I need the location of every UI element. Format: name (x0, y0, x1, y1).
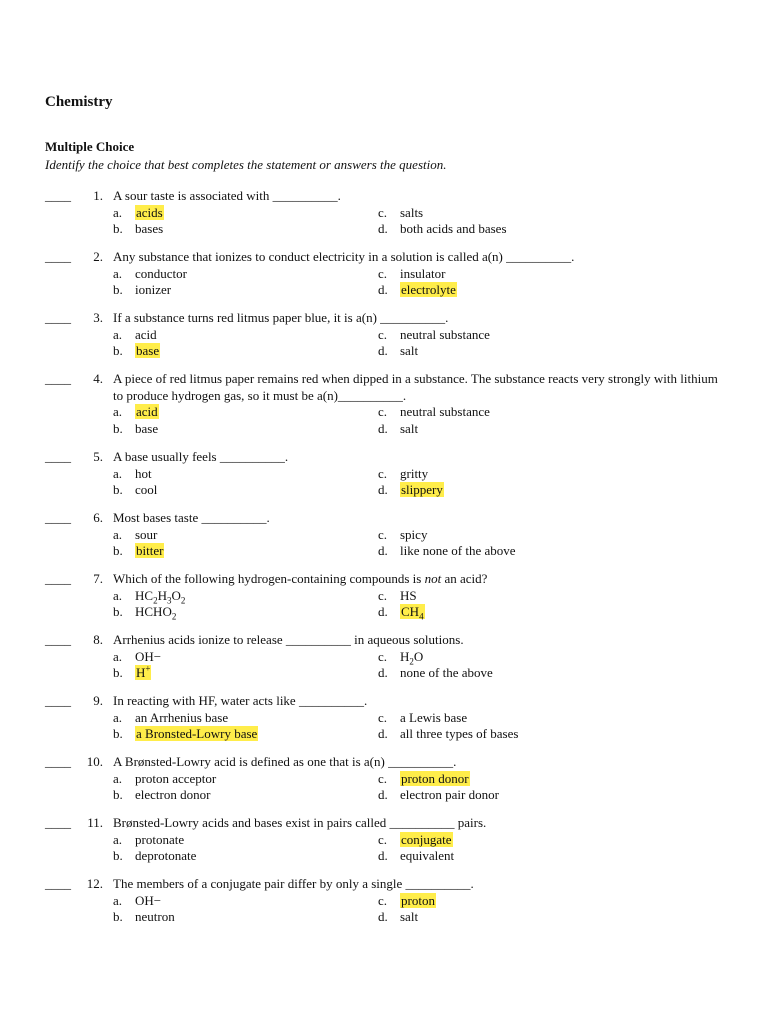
question-number: 11. (87, 815, 103, 830)
option-text: neutron (135, 909, 175, 924)
option-letter: d. (378, 665, 388, 680)
option-c (378, 832, 453, 849)
option-b (113, 909, 175, 926)
option-letter: a. (113, 831, 123, 847)
option-letter: d. (378, 726, 388, 741)
option-letter: b. (113, 282, 123, 297)
option-text: neutral substance (400, 326, 490, 342)
option-a (113, 710, 228, 727)
option-c (378, 205, 423, 222)
option-letter: c. (378, 892, 388, 908)
answer-blank: ____ (45, 815, 71, 830)
option-text: neutral substance (400, 404, 490, 419)
question-stem: Arrhenius acids ionize to release __________ in aqueous solutions. (113, 632, 464, 647)
answer-blank: ____ (45, 876, 71, 891)
option-d (378, 604, 425, 621)
option-text: sour (135, 526, 158, 542)
option-letter: d. (378, 543, 388, 558)
option-letter: d. (378, 604, 388, 619)
answer-blank: ____ (45, 571, 71, 586)
option-b (113, 665, 151, 682)
option-text: electron pair donor (400, 787, 499, 802)
option-letter: b. (113, 726, 123, 741)
highlighted-answer: electrolyte (401, 282, 456, 297)
option-a (113, 205, 164, 222)
option-text: equivalent (400, 848, 455, 863)
highlighted-answer: bitter (136, 543, 164, 558)
option-text: hot (135, 465, 152, 481)
option-letter: b. (113, 482, 123, 497)
option-text: both acids and bases (400, 221, 507, 236)
highlighted-answer: a Bronsted-Lowry base (136, 726, 258, 741)
answer-blank: ____ (45, 371, 71, 386)
option-letter: c. (378, 465, 388, 481)
option-text: insulator (400, 265, 446, 281)
option-d (378, 221, 507, 238)
option-letter: a. (113, 526, 123, 542)
question-stem: Any substance that ionizes to conduct electricity in a solution is called a(n) __________. (113, 249, 575, 264)
option-letter: c. (378, 526, 388, 542)
option-a (113, 893, 161, 910)
option-letter: d. (378, 848, 388, 863)
option-d (378, 282, 457, 299)
option-d (378, 848, 454, 865)
option-letter: a. (113, 892, 123, 908)
highlighted-answer: slippery (401, 482, 443, 497)
option-a (113, 404, 159, 421)
question-number: 9. (93, 693, 103, 708)
answer-blank: ____ (45, 249, 71, 264)
question-number: 7. (93, 571, 103, 586)
option-letter: a. (113, 404, 123, 419)
option-text: electron donor (135, 787, 211, 802)
option-b (113, 343, 160, 360)
option-d (378, 543, 516, 560)
question-number: 10. (86, 754, 103, 769)
option-text: OH− (135, 648, 162, 664)
option-c (378, 327, 490, 344)
option-letter: b. (113, 543, 123, 558)
answer-blank: ____ (45, 510, 71, 525)
question-number: 2. (93, 249, 103, 264)
option-letter: c. (378, 770, 388, 786)
section-title: Multiple Choice (45, 139, 135, 154)
option-letter: b. (113, 787, 123, 802)
option-text: HS (400, 587, 417, 603)
option-text: salt (400, 420, 419, 436)
option-b (113, 848, 196, 865)
option-c (378, 710, 467, 727)
question-stem: In reacting with HF, water acts like __________. (113, 693, 368, 708)
option-text: protonate (135, 831, 185, 847)
option-letter: d. (378, 909, 388, 924)
option-d (378, 343, 418, 360)
option-text: spicy (400, 526, 428, 542)
option-text: like none of the above (400, 543, 516, 558)
question-stem: Most bases taste __________. (113, 510, 270, 525)
option-text: gritty (400, 465, 429, 481)
option-text: all three types of bases (400, 726, 519, 741)
page-title: Chemistry (45, 94, 113, 110)
option-b (113, 282, 171, 299)
question-stem: A piece of red litmus paper remains red when dipped in a substance. The substance reacts very strongly with lithium to produce hydrogen gas, so it must be a(n)__________. (113, 371, 718, 403)
option-b (113, 543, 164, 560)
option-text: cool (135, 482, 158, 497)
answer-blank: ____ (45, 754, 71, 769)
option-letter: c. (378, 709, 388, 725)
option-a (113, 649, 161, 666)
option-a (113, 588, 185, 605)
option-a (113, 527, 157, 544)
option-b (113, 482, 157, 499)
option-letter: c. (378, 326, 388, 342)
question-stem: If a substance turns red litmus paper blue, it is a(n) __________. (113, 310, 449, 325)
option-letter: d. (378, 787, 388, 802)
question-stem: Brønsted-Lowry acids and bases exist in pairs called __________ pairs. (113, 815, 487, 830)
question-number: 3. (93, 310, 103, 325)
option-d (378, 482, 444, 499)
option-letter: c. (378, 587, 388, 603)
option-d (378, 787, 499, 804)
option-text: proton acceptor (135, 770, 217, 786)
option-c (378, 466, 428, 483)
question-number: 1. (93, 188, 103, 203)
option-c (378, 527, 427, 544)
option-text: deprotonate (135, 848, 197, 863)
option-letter: b. (113, 221, 123, 236)
option-text: $HCHO_2$ (135, 604, 177, 622)
option-text: conductor (135, 265, 187, 281)
option-text: $HC_2H_3O_2$ (135, 587, 186, 606)
option-letter: d. (378, 482, 388, 497)
option-c (378, 649, 423, 666)
question-stem: A Brønsted-Lowry acid is defined as one that is a(n) __________. (113, 754, 457, 769)
option-letter: d. (378, 221, 388, 236)
option-letter: a. (113, 204, 123, 220)
highlighted-answer: acid (136, 404, 158, 419)
highlighted-answer: acids (136, 204, 163, 220)
option-text: salt (400, 343, 419, 358)
option-letter: a. (113, 465, 123, 481)
option-letter: b. (113, 909, 123, 924)
instructions: Identify the choice that best completes the statement or answers the question. (45, 157, 447, 172)
option-text: OH− (135, 892, 162, 908)
option-b (113, 787, 210, 804)
answer-blank: ____ (45, 310, 71, 325)
option-b (113, 604, 176, 621)
question-stem: A sour taste is associated with __________. (113, 188, 341, 203)
option-letter: a. (113, 648, 123, 664)
option-letter: b. (113, 665, 123, 680)
highlighted-answer: $CH_4$ (401, 604, 424, 622)
option-c (378, 893, 436, 910)
highlighted-answer: proton donor (401, 770, 469, 786)
question-number: 8. (93, 632, 103, 647)
option-c (378, 771, 470, 788)
option-b (113, 221, 163, 238)
option-d (378, 421, 418, 438)
question-number: 5. (93, 449, 103, 464)
question-stem: A base usually feels __________. (113, 449, 289, 464)
option-letter: a. (113, 265, 123, 281)
highlighted-answer: base (136, 343, 160, 358)
option-text: salts (400, 204, 424, 220)
highlighted-answer: H+ (136, 663, 151, 680)
question-stem: Which of the following hydrogen-containing compounds is not an acid? (113, 571, 488, 586)
option-a (113, 832, 184, 849)
option-letter: a. (113, 709, 123, 725)
option-a (113, 771, 216, 788)
question-number: 6. (93, 510, 103, 525)
option-text: bases (135, 221, 164, 236)
option-letter: c. (378, 404, 388, 419)
option-letter: b. (113, 420, 123, 436)
option-letter: c. (378, 831, 388, 847)
option-letter: a. (113, 326, 123, 342)
option-c (378, 266, 446, 283)
option-d (378, 726, 518, 743)
highlighted-answer: conjugate (401, 831, 452, 847)
option-letter: b. (113, 848, 123, 863)
option-b (113, 726, 258, 743)
option-letter: a. (113, 770, 123, 786)
option-text: none of the above (400, 665, 493, 680)
option-text: salt (400, 909, 419, 924)
option-text: ionizer (135, 282, 172, 297)
option-letter: c. (378, 204, 388, 220)
option-text: $H_2O$ (400, 648, 424, 667)
option-letter: c. (378, 648, 388, 664)
highlighted-answer: proton (401, 892, 435, 908)
option-letter: d. (378, 420, 388, 436)
option-letter: d. (378, 282, 388, 297)
question-number: 12. (86, 876, 103, 891)
option-letter: c. (378, 265, 388, 281)
answer-blank: ____ (45, 449, 71, 464)
option-a (113, 466, 152, 483)
option-text: a Lewis base (400, 709, 468, 725)
answer-blank: ____ (45, 632, 71, 647)
option-letter: b. (113, 343, 123, 358)
option-letter: a. (113, 587, 123, 603)
answer-blank: ____ (45, 693, 71, 708)
option-d (378, 909, 418, 926)
option-d (378, 665, 493, 682)
option-a (113, 266, 187, 283)
answer-blank: ____ (45, 188, 71, 203)
option-c (378, 404, 490, 421)
option-a (113, 327, 157, 344)
option-letter: d. (378, 343, 388, 358)
option-b (113, 421, 158, 438)
question-number: 4. (93, 371, 103, 386)
option-letter: b. (113, 604, 123, 619)
option-c (378, 588, 417, 605)
option-text: an Arrhenius base (135, 709, 229, 725)
option-text: acid (135, 326, 157, 342)
option-text: base (135, 420, 159, 436)
question-stem: The members of a conjugate pair differ by only a single __________. (113, 876, 474, 891)
